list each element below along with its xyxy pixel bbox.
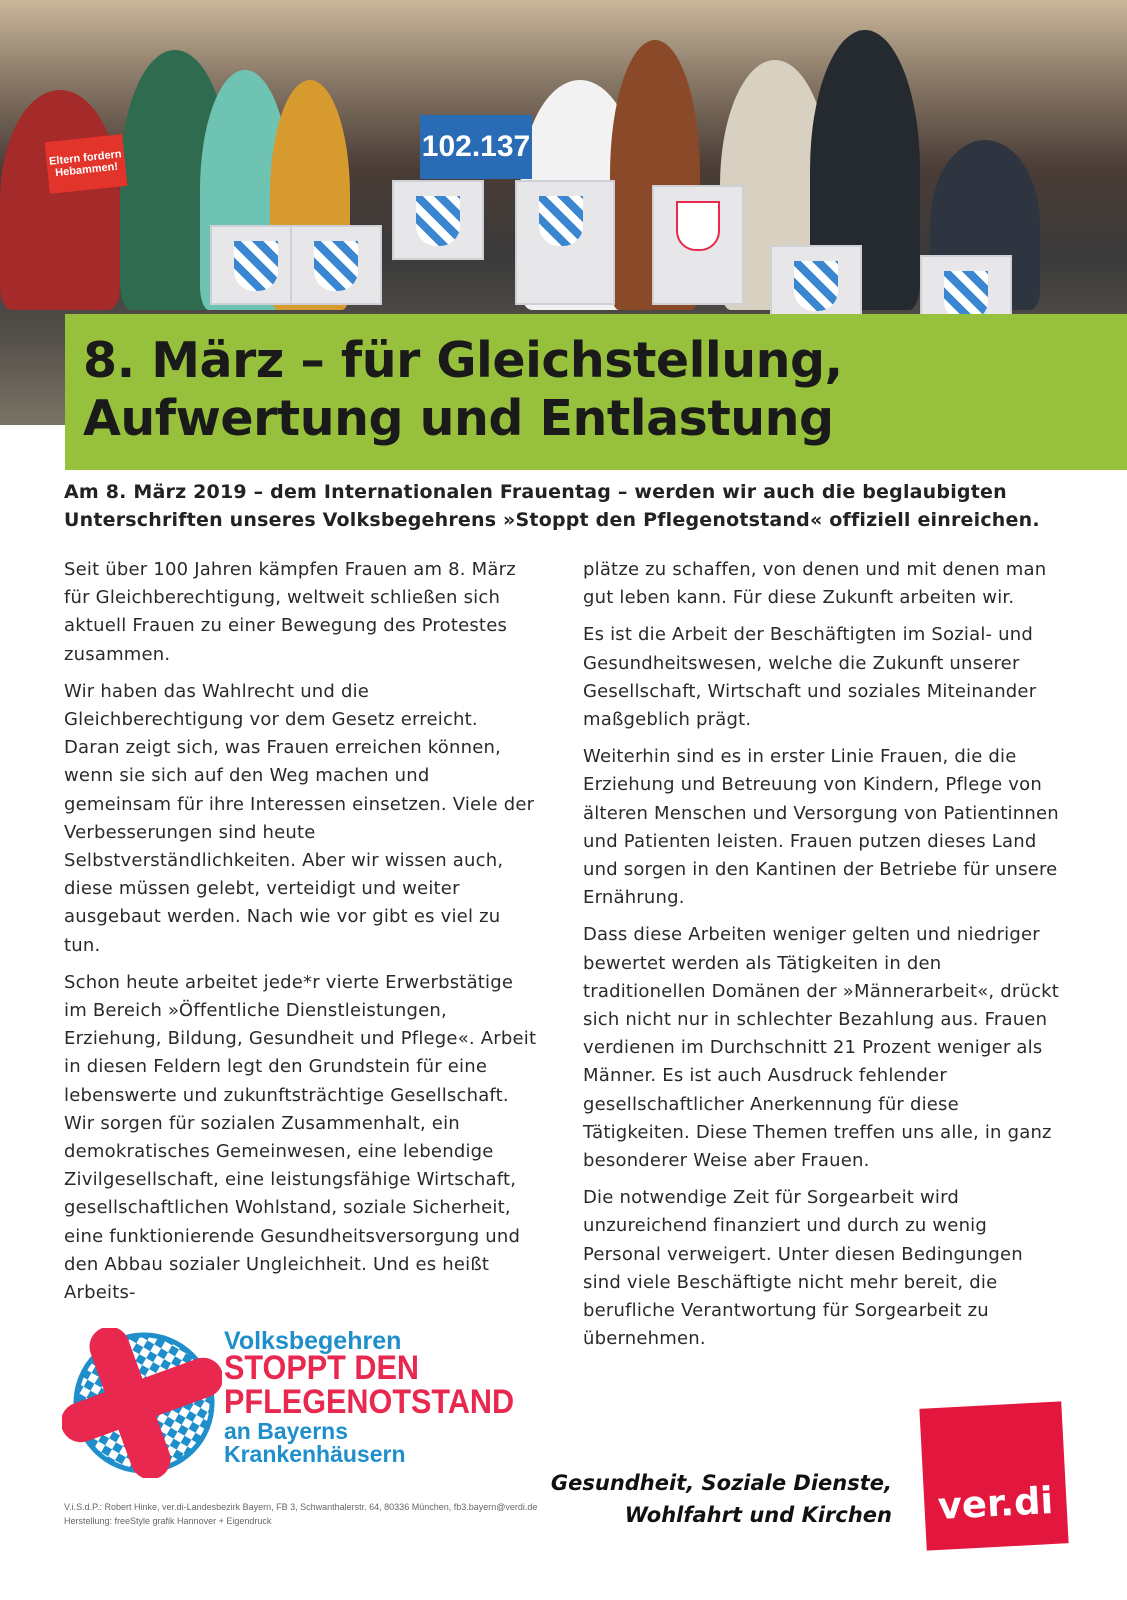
paragraph: Seit über 100 Jahren kämpfen Frauen am 8. März für Gleichberechtigung, weltweit schließen sich aktuell Frauen zu einer Bewegung des Protestes zusammen. xyxy=(64,559,516,665)
headline-band xyxy=(65,314,1127,470)
verdi-logo-text: ver.di xyxy=(936,1478,1055,1528)
left-column xyxy=(64,556,539,1316)
logo-line-3: PFLEGENOTSTAND xyxy=(224,1383,515,1421)
verdi-logo xyxy=(919,1401,1068,1550)
logo-line-5: Krankenhäusern xyxy=(224,1441,406,1467)
paragraph: Dass diese Arbeiten weniger gelten und niedriger bewertet werden als Tätigkeiten in den traditionellen Domänen der »Männerarbeit«, drückt sich nicht nur in schlechter Bezahlung aus. Frauen verdienen im Durchschnitt 21 Prozent weniger als Männer. Es ist auch Ausdruck fehlender gesellschaftlicher Anerkennung für diese Tätigkeiten. Diese Themen treffen uns alle, in ganz besonderer Weise aber Frauen. xyxy=(583,924,1060,1172)
signature-count-sign: 102.137 xyxy=(420,115,532,179)
logo-line-1: Volksbegehren xyxy=(224,1327,402,1355)
tagline-line-2: Wohlfahrt und Kirchen xyxy=(624,1503,892,1527)
department-tagline xyxy=(551,1467,892,1531)
imprint xyxy=(64,1500,537,1528)
paragraph: Die notwendige Zeit für Sorgearbeit wird unzureichend finanziert und durch zu wenig Personal verweigert. Unter diesen Bedingungen sind viele Beschäftigte nicht mehr bereit, die berufliche Verantwortung für Sorgearbeit zu übernehmen. xyxy=(583,1187,1023,1350)
tagline-line-1: Gesundheit, Soziale Dienste, xyxy=(550,1471,892,1495)
paragraph: Schon heute arbeitet jede*r vierte Erwerbstätige im Bereich »Öffentliche Dienstleistungen, Erziehung, Bildung, Gesundheit und Pflege«. Arbeit in diesen Feldern legt den Grundstein für eine lebenswerte und zukunftsträchtige Gesellschaft. Wir sorgen für sozialen Zusammenhalt, ein demokratisches Gemeinwesen, eine lebendige Zivilgesellschaft, eine leistungsfähige Wirtschaft, gesellschaftlichen Wohlstand, soziale Sicherheit, eine funktionierende Gesundheitsversorgung und den Abbau sozialer Ungleichheit. Und es heißt Arbeits- xyxy=(64,971,537,1304)
logo-line-4: an Bayerns xyxy=(224,1418,349,1444)
lead-paragraph: Am 8. März 2019 – dem Internationalen Frauentag – werden wir auch die beglaubigten Unterschriften unseres Volksbegehrens »Stoppt den Pflegenotstand« offiziell einreichen. xyxy=(64,481,1040,531)
campaign-logo xyxy=(62,1327,532,1483)
headline xyxy=(83,332,1127,448)
midwives-sign: Eltern fordern Hebammen! xyxy=(44,134,127,194)
bandage-cross-icon xyxy=(62,1328,222,1478)
paragraph: Wir haben das Wahlrecht und die Gleichberechtigung vor dem Gesetz erreicht. Daran zeigt sich, was Frauen erreichen können, wenn sie sich auf den Weg machen und gemeinsam für ihre Interessen einsetzen. Viele der Verbesserungen sind heute Selbstverständlichkeiten. Aber wir wissen auch, diese müssen gelebt, verteidigt und weiter ausgebaut werden. Nach wie vor gibt es viel zu tun. xyxy=(64,680,535,956)
imprint-line-2: Herstellung: freeStyle grafik Hannover + Eigendruck xyxy=(64,1516,272,1526)
imprint-line-1: V.i.S.d.P.: Robert Hinke, ver.di-Landesbezirk Bayern, FB 3, Schwanthalerstr. 64, 80336 München, fb3.bayern@verdi.de xyxy=(64,1502,538,1512)
right-column xyxy=(583,556,1066,1362)
paragraph: Weiterhin sind es in erster Linie Frauen, die die Erziehung und Betreuung von Kindern, Pflege von älteren Menschen und Versorgung von Patientinnen und Patienten leisten. Frauen putzen dieses Land und sorgen in den Kantinen der Betriebe für unsere Ernährung. xyxy=(583,746,1059,909)
paragraph: Es ist die Arbeit der Beschäftigten im Sozial- und Gesundheitswesen, welche die Zukunft unserer Gesellschaft, Wirtschaft und soziales Miteinander maßgeblich prägt. xyxy=(583,624,1037,731)
logo-line-2: STOPPT DEN xyxy=(224,1349,419,1387)
paragraph: plätze zu schaffen, von denen und mit denen man gut leben kann. Für diese Zukunft arbeiten wir. xyxy=(583,559,1047,609)
headline-line-1: 8. März – für Gleichstellung, xyxy=(83,332,843,389)
headline-line-2: Aufwertung und Entlastung xyxy=(83,390,834,447)
